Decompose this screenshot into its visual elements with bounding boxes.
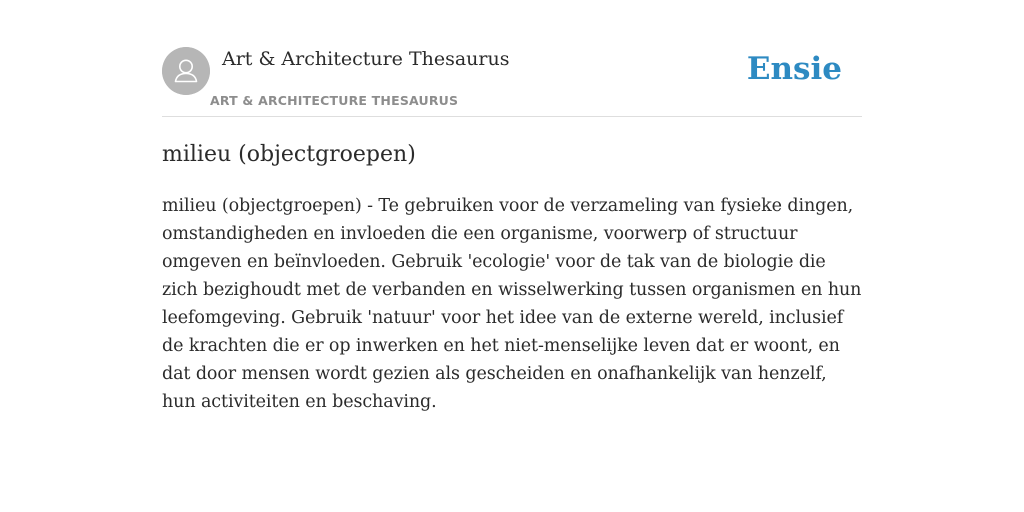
user-silhouette-icon [162,47,210,95]
page-title: milieu (objectgroepen) [162,142,416,167]
source-header [162,0,862,117]
source-caption: ART & ARCHITECTURE THESAURUS [210,93,459,108]
avatar[interactable] [162,47,210,95]
source-name-link[interactable]: Art & Architecture Thesaurus [222,48,510,70]
brand-logo[interactable]: Ensie [746,51,842,87]
definition-text: milieu (objectgroepen) - Te gebruiken voor de verzameling van fysieke dingen, omstandigheden en invloeden die een organisme, voorwerp of structuur omgeven en beïnvloeden. Gebruik 'ecologie' voor de tak van de biologie die zich bezighoudt met de verbanden en wisselwerking tussen organismen en hun leefomgeving. Gebruik 'natuur' voor het idee van de externe wereld, inclusief de krachten die er op inwerken en het niet-menselijke leven dat er woont, en dat door mensen wordt gezien als gescheiden en onafhankelijk van henzelf, hun activiteiten en beschaving. [162,196,862,412]
